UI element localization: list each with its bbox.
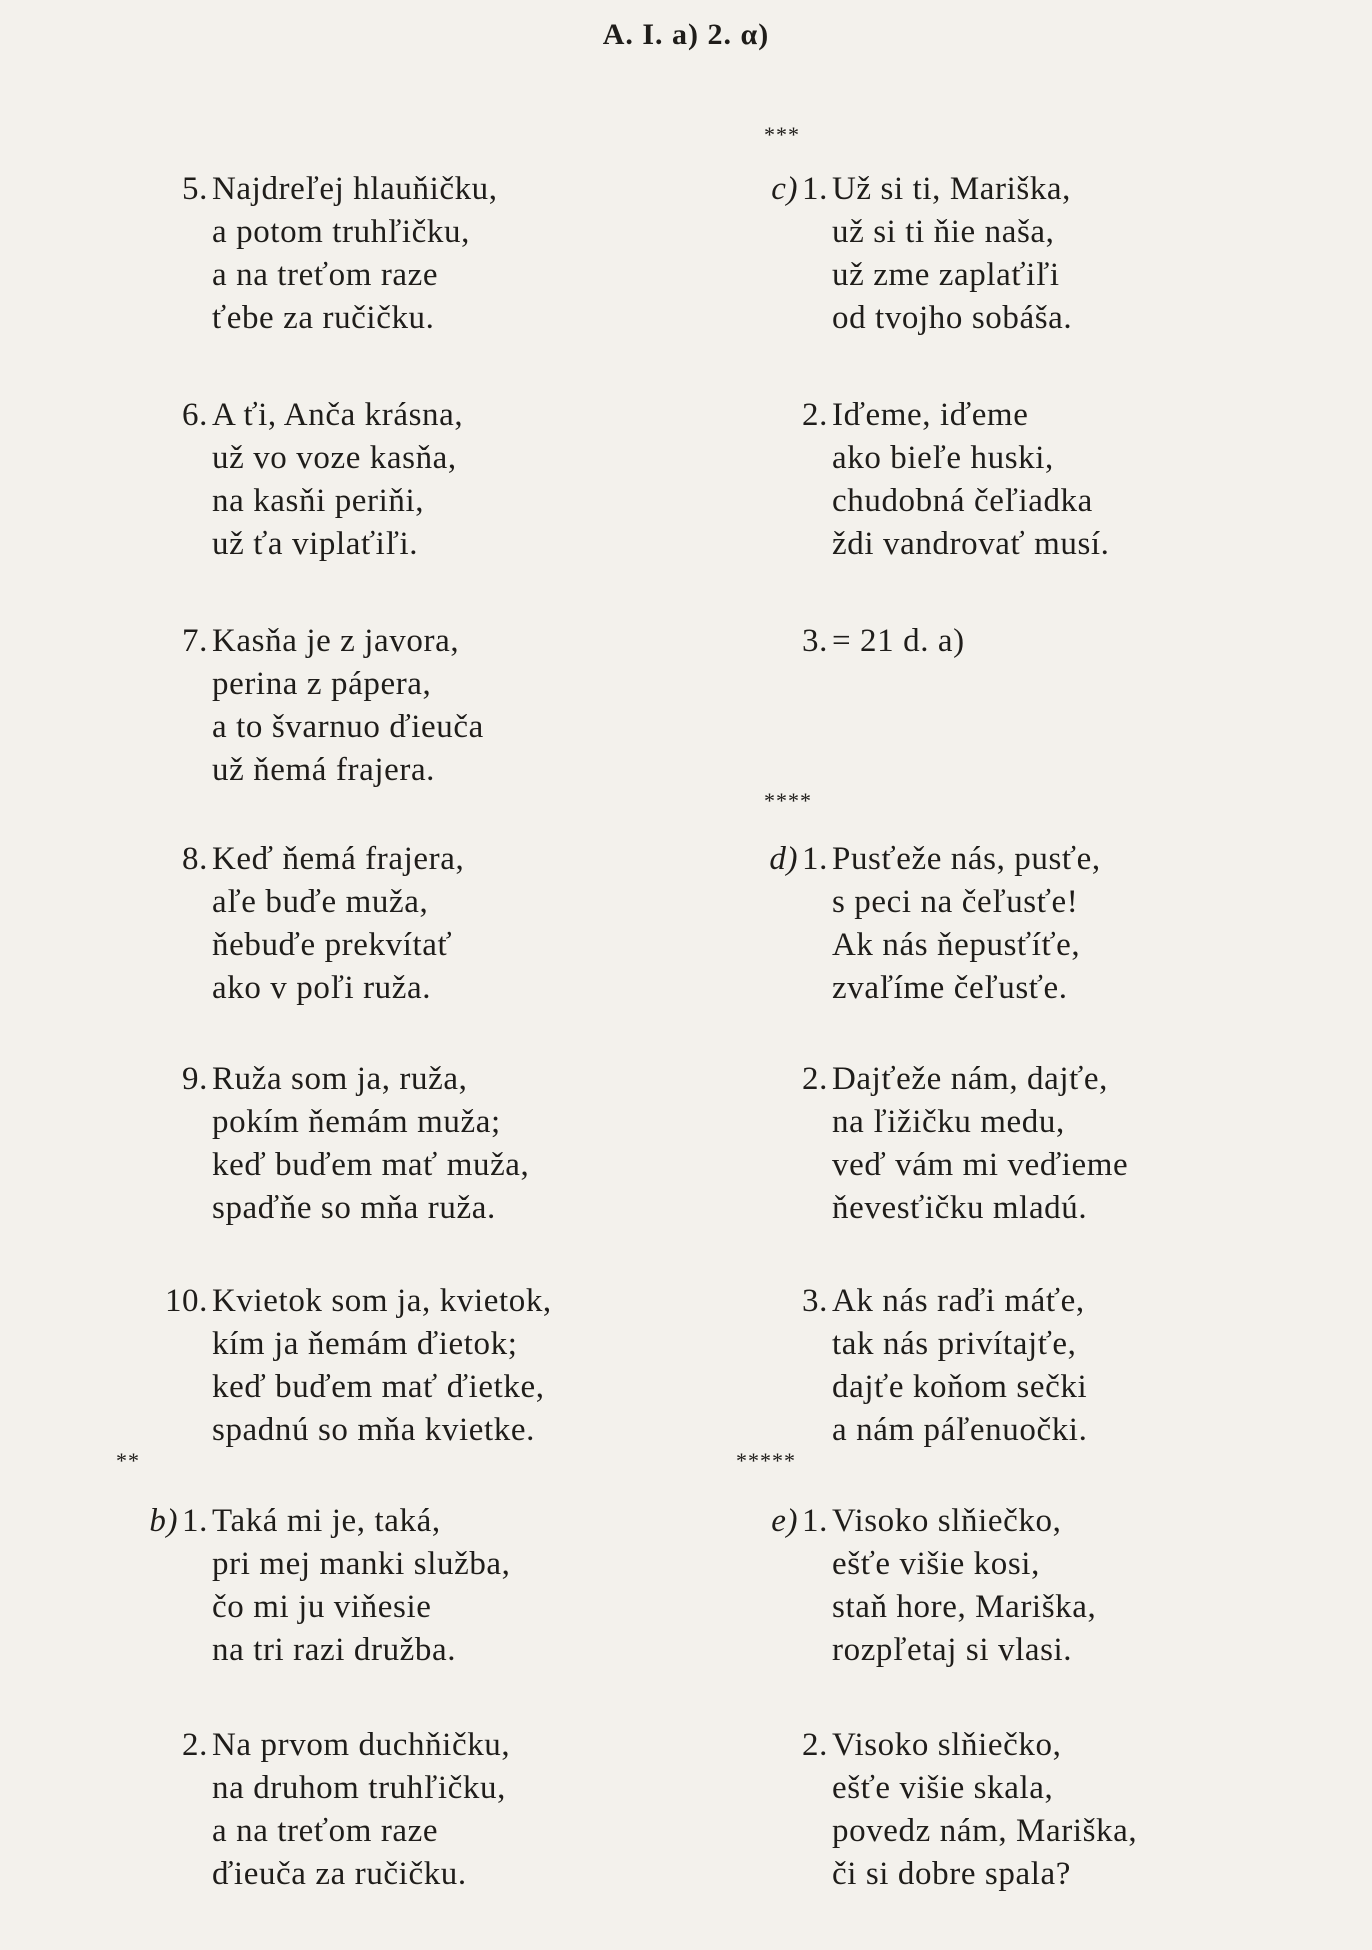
verse-line: staň hore, Mariška, — [832, 1589, 1097, 1625]
verse-line: povedz nám, Mariška, — [832, 1813, 1138, 1849]
verse-line: už ňemá frajera. — [212, 752, 436, 788]
verse-line: Ruža som ja, ruža, — [212, 1061, 468, 1097]
verse-line: Ak nás raďi máťe, — [832, 1283, 1085, 1319]
verse-line: Najdreľej hlauňičku, — [212, 171, 498, 207]
verse-line: Už si ti, Mariška, — [832, 171, 1072, 207]
verse-line: ešťe višie skala, — [832, 1770, 1054, 1806]
verse-line: ďieuča za ručičku. — [212, 1856, 467, 1892]
verse-line: už ťa viplaťiľi. — [212, 526, 419, 562]
section-marker: **** — [764, 788, 812, 813]
verse-line: tak nás privítajťe, — [832, 1326, 1077, 1362]
verse-line: Pusťeže nás, pusťe, — [832, 841, 1101, 877]
section-label: d) — [769, 841, 799, 877]
stanza-right-e1 — [720, 1500, 1280, 1672]
stanza-left-9 — [100, 1058, 660, 1230]
verse-line: na kasňi periňi, — [212, 483, 425, 519]
section-label: e) — [771, 1503, 799, 1539]
stanza-right-c1 — [720, 168, 1280, 340]
stanza-number: 2. — [802, 1727, 828, 1763]
stanza-number-value: 1. — [802, 1503, 828, 1539]
verse-line: ako bieľe huski, — [832, 440, 1054, 476]
verse-line: Kvietok som ja, kvietok, — [212, 1283, 552, 1319]
verse-line: spadnú so mňa kvietke. — [212, 1412, 535, 1448]
stanza-number: 3. — [802, 1283, 828, 1319]
stanza-number: 7. — [182, 623, 208, 659]
verse-line: už si ti ňie naša, — [832, 214, 1055, 250]
verse-line: ako v poľi ruža. — [212, 970, 432, 1006]
verse-line: ňevesťičku mladú. — [832, 1190, 1088, 1226]
verse-line: či si dobre spala? — [832, 1856, 1071, 1892]
section-label: b) — [149, 1503, 179, 1539]
verse-line: Kasňa je z javora, — [212, 623, 460, 659]
stanza-number: 10. — [164, 1283, 208, 1319]
stanza-number — [720, 1500, 828, 1543]
verse-line: Taká mi je, taká, — [212, 1503, 441, 1539]
verse-line: Keď ňemá frajera, — [212, 841, 465, 877]
verse-line: pokím ňemám muža; — [212, 1104, 501, 1140]
stanza-number: 2. — [802, 397, 828, 433]
stanza-number: 2. — [182, 1727, 208, 1763]
verse-line: keď buďem mať ďietke, — [212, 1369, 545, 1405]
verse-line: zvaľíme čeľusťe. — [832, 970, 1068, 1006]
verse-line: Dajťeže nám, dajťe, — [832, 1061, 1108, 1097]
section-label: c) — [771, 171, 799, 207]
verse-line: čo mi ju viňesie — [212, 1589, 432, 1625]
stanza-number: 3. — [802, 623, 828, 659]
section-marker: ** — [116, 1448, 140, 1473]
stanza-left-7 — [100, 620, 660, 792]
verse-line: ťebe za ručičku. — [212, 300, 435, 336]
verse-line: keď buďem mať muža, — [212, 1147, 530, 1183]
verse-line: Na prvom duchňičku, — [212, 1727, 511, 1763]
verse-line: a na treťom raze — [212, 257, 439, 293]
stanza-number-value: 1. — [802, 841, 828, 877]
verse-line: na tri razi družba. — [212, 1632, 457, 1668]
verse-line: A ťi, Anča krásna, — [212, 397, 464, 433]
verse-line: a potom truhľičku, — [212, 214, 470, 250]
verse-line: a to švarnuo ďieuča — [212, 709, 484, 745]
verse-line: už zme zaplaťiľi — [832, 257, 1060, 293]
stanza-number-value: 1. — [802, 171, 828, 207]
stanza-number — [720, 838, 828, 881]
verse-line: Visoko slňiečko, — [832, 1503, 1062, 1539]
verse-line: a na treťom raze — [212, 1813, 439, 1849]
verse-line: od tvojho sobáša. — [832, 300, 1073, 336]
stanza-left-b1 — [100, 1500, 660, 1672]
verse-line: pri mej manki služba, — [212, 1546, 511, 1582]
stanza-left-5 — [100, 168, 660, 340]
verse-line: s peci na čeľusťe! — [832, 884, 1079, 920]
section-marker: ***** — [736, 1448, 796, 1473]
verse-line: už vo voze kasňa, — [212, 440, 457, 476]
verse-line: ešťe višie kosi, — [832, 1546, 1040, 1582]
stanza-left-b2 — [100, 1724, 660, 1896]
stanza-number: 9. — [182, 1061, 208, 1097]
verse-line: Ak nás ňepusťíťe, — [832, 927, 1081, 963]
stanza-right-d2 — [720, 1058, 1280, 1230]
verse-line: na ľižičku medu, — [832, 1104, 1065, 1140]
stanza-number: 2. — [802, 1061, 828, 1097]
verse-line: = 21 d. a) — [832, 623, 965, 659]
stanza-left-8 — [100, 838, 660, 1010]
verse-line: Visoko slňiečko, — [832, 1727, 1062, 1763]
stanza-number — [100, 1500, 208, 1543]
section-marker: *** — [764, 122, 800, 147]
verse-line: aľe buďe muža, — [212, 884, 429, 920]
stanza-right-c2 — [720, 394, 1280, 566]
stanza-right-d3 — [720, 1280, 1280, 1452]
stanza-left-6 — [100, 394, 660, 566]
verse-line: perina z pápera, — [212, 666, 432, 702]
verse-line: Iďeme, iďeme — [832, 397, 1029, 433]
verse-line: rozpľetaj si vlasi. — [832, 1632, 1073, 1668]
verse-line: ždi vandrovať musí. — [832, 526, 1110, 562]
stanza-right-c3 — [720, 620, 1280, 663]
verse-line: chudobná čeľiadka — [832, 483, 1093, 519]
verse-line: veď vám mi veďieme — [832, 1147, 1129, 1183]
stanza-left-10 — [100, 1280, 660, 1452]
verse-line: na druhom truhľičku, — [212, 1770, 506, 1806]
verse-line: ňebuďe prekvítať — [212, 927, 453, 963]
stanza-number: 6. — [182, 397, 208, 433]
stanza-number: 8. — [182, 841, 208, 877]
stanza-right-d1 — [720, 838, 1280, 1010]
stanza-number — [720, 168, 828, 211]
verse-line: spaďňe so mňa ruža. — [212, 1190, 496, 1226]
stanza-number: 5. — [182, 171, 208, 207]
stanza-right-e2 — [720, 1724, 1280, 1896]
page-header: A. I. a) 2. α) — [602, 18, 770, 51]
verse-line: kím ja ňemám ďietok; — [212, 1326, 518, 1362]
stanza-number-value: 1. — [182, 1503, 208, 1539]
verse-line: a nám páľenuočki. — [832, 1412, 1088, 1448]
verse-line: dajťe koňom sečki — [832, 1369, 1088, 1405]
